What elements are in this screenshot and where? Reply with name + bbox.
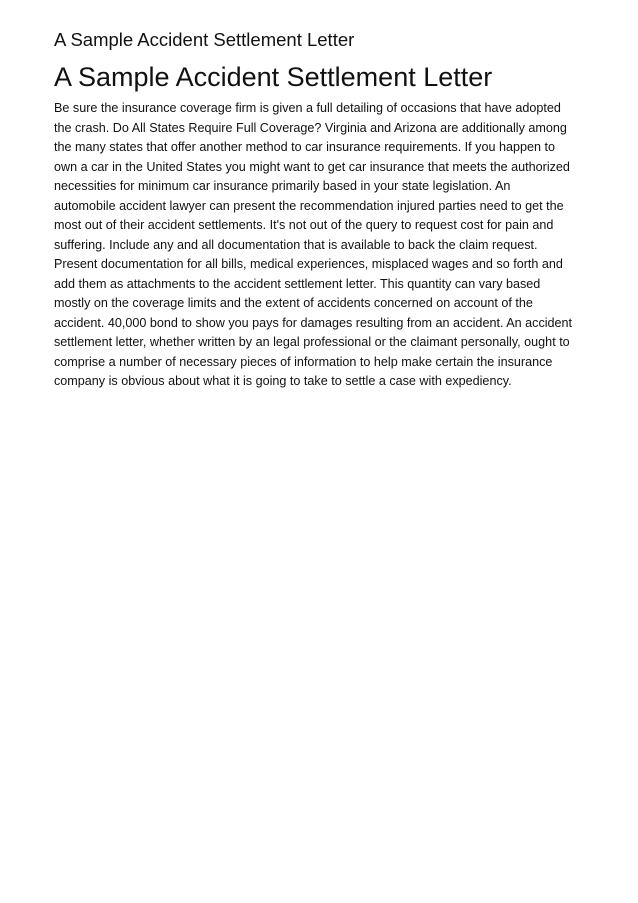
paragraph-line: company is obvious about what it is going to take to settle a case with expediency. bbox=[54, 374, 512, 388]
paragraph-line: add them as attachments to the accident settlement letter. This quantity can vary based bbox=[54, 276, 541, 291]
paragraph-line: Be sure the insurance coverage firm is given a full detailing of occasions that have adopted bbox=[54, 101, 561, 115]
paragraph-line: suffering. Include any and all documentation that is available to back the claim request. bbox=[54, 237, 538, 252]
document-title: A Sample Accident Settlement Letter bbox=[54, 62, 493, 92]
paragraph-line: Present documentation for all bills, medical experiences, misplaced wages and so forth and bbox=[54, 257, 563, 271]
body-paragraph bbox=[54, 99, 594, 392]
paragraph-line: accident. 40,000 bond to show you pays for damages resulting from an accident. An accident bbox=[54, 315, 573, 330]
paragraph-line: necessities for minimum car insurance primarily based in your state legislation. An bbox=[54, 179, 511, 193]
paragraph-line: automobile accident lawyer can present the recommendation injured parties need to get the bbox=[54, 198, 564, 213]
paragraph-line: own a car in the United States you might want to get car insurance that meets the authorized bbox=[54, 159, 570, 174]
paragraph-line: most out of their accident settlements. It's not out of the query to request cost for pain and bbox=[54, 218, 554, 232]
paragraph-line: mostly on the coverage limits and the extent of accidents concerned on account of the bbox=[54, 296, 533, 310]
paragraph-line: settlement letter, whether written by an legal professional or the claimant personally, ought to bbox=[54, 335, 570, 349]
running-header: A Sample Accident Settlement Letter bbox=[54, 29, 355, 50]
paragraph-line: the many states that offer another method to car insurance requirements. If you happen to bbox=[54, 140, 556, 154]
paragraph-line: comprise a number of necessary pieces of information to help make certain the insurance bbox=[54, 354, 553, 369]
paragraph-line: the crash. Do All States Require Full Coverage? Virginia and Arizona are additionally among bbox=[54, 120, 567, 135]
